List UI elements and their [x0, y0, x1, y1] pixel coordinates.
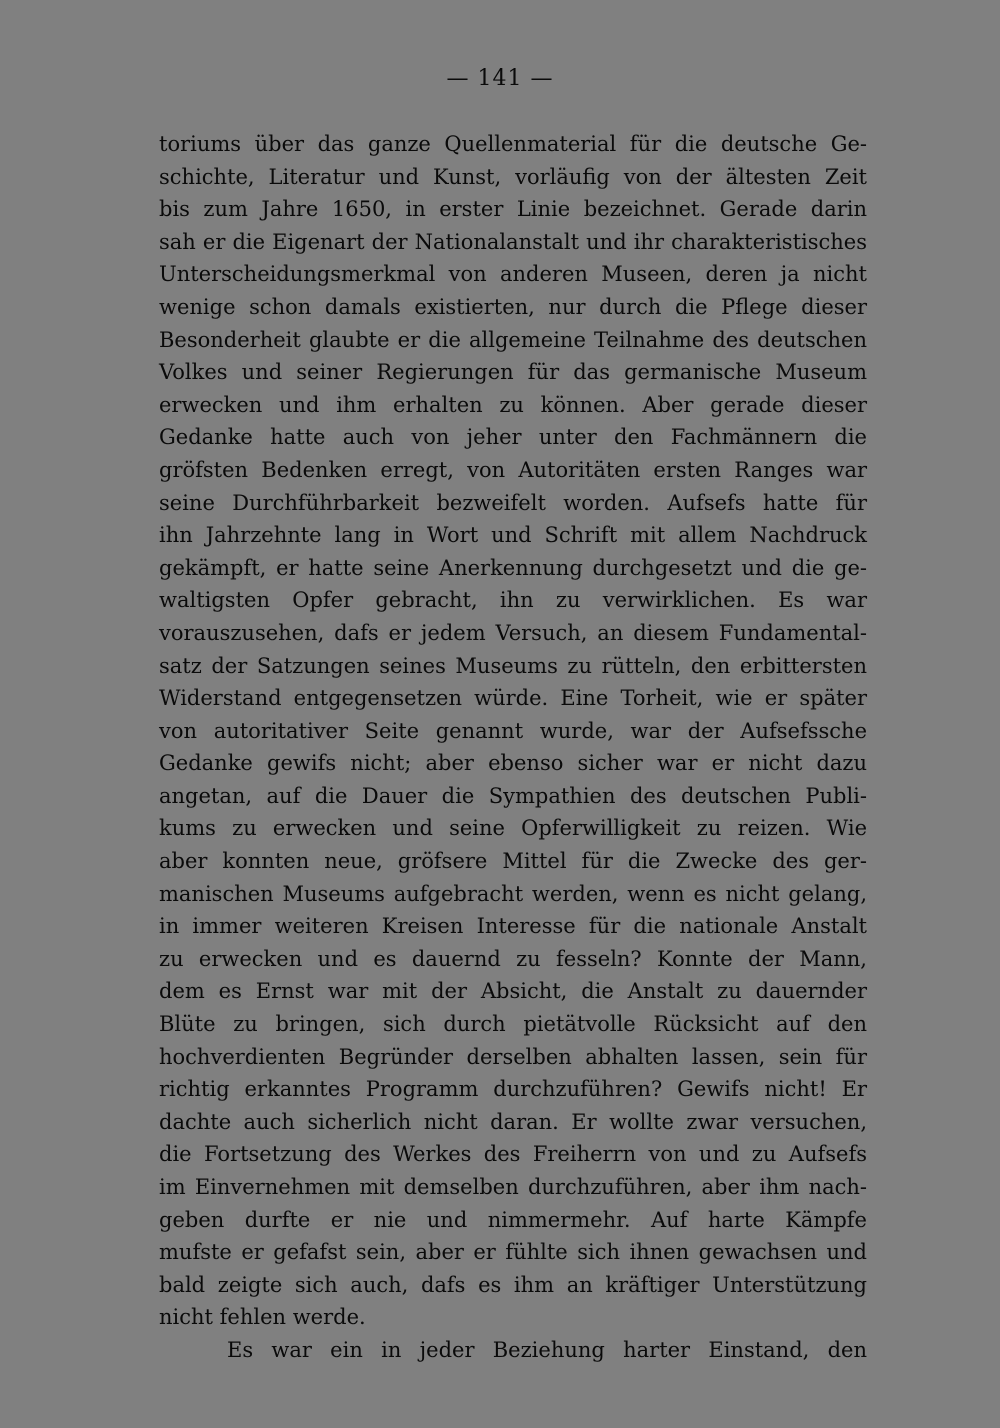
text-line-paragraph-start: Es war ein in jeder Beziehung harter Einstand, den: [227, 1337, 867, 1362]
text-line: ihn Jahrzehnte lang in Wort und Schrift mit allem Nachdruck: [159, 523, 867, 548]
text-line: gröfsten Bedenken erregt, von Autoritäten ersten Ranges war: [159, 457, 867, 482]
text-line: waltigsten Opfer gebracht, ihn zu verwirklichen. Es war: [159, 588, 867, 613]
text-line: seine Durchführbarkeit bezweifelt worden. Aufsefs hatte für: [159, 490, 867, 515]
page-number: — 141 —: [446, 66, 554, 91]
text-line: bis zum Jahre 1650, in erster Linie bezeichnet. Gerade darin: [159, 197, 867, 222]
text-line: toriums über das ganze Quellenmaterial für die deutsche Ge-: [159, 132, 867, 156]
text-line: Besonderheit glaubte er die allgemeine Teilnahme des deutschen: [159, 327, 867, 352]
text-line: gekämpft, er hatte seine Anerkennung durchgesetzt und die ge-: [159, 555, 867, 580]
text-line: richtig erkanntes Programm durchzuführen? Gewifs nicht! Er: [159, 1077, 867, 1102]
text-line: satz der Satzungen seines Museums zu rütteln, den erbittersten: [159, 653, 867, 678]
text-line: angetan, auf die Dauer die Sympathien des deutschen Publi-: [159, 783, 867, 808]
text-line: erwecken und ihm erhalten zu können. Aber gerade dieser: [159, 392, 867, 417]
text-line: schichte, Literatur und Kunst, vorläufig von der ältesten Zeit: [159, 164, 867, 189]
text-line: dachte auch sicherlich nicht daran. Er wollte zwar versuchen,: [159, 1109, 867, 1134]
text-line: mufste er gefafst sein, aber er fühlte sich ihnen gewachsen und: [159, 1240, 867, 1265]
text-line: die Fortsetzung des Werkes des Freiherrn von und zu Aufsefs: [159, 1142, 867, 1167]
body-text: [159, 128, 867, 1367]
text-line: aber konnten neue, gröfsere Mittel für die Zwecke des ger-: [159, 849, 867, 874]
text-line: kums zu erwecken und seine Opferwilligkeit zu reizen. Wie: [159, 816, 867, 841]
text-line: im Einvernehmen mit demselben durchzuführen, aber ihm nach-: [159, 1175, 867, 1199]
text-line: in immer weiteren Kreisen Interesse für die nationale Anstalt: [159, 914, 867, 939]
text-line: hochverdienten Begründer derselben abhalten lassen, sein für: [159, 1044, 867, 1069]
text-line: dem es Ernst war mit der Absicht, die Anstalt zu dauernder: [159, 979, 867, 1004]
text-line: Volkes und seiner Regierungen für das germanische Museum: [159, 360, 867, 385]
text-line: vorauszusehen, dafs er jedem Versuch, an diesem Fundamental-: [159, 620, 867, 645]
text-line: wenige schon damals existierten, nur durch die Pflege dieser: [159, 294, 867, 319]
text-line: von autoritativer Seite genannt wurde, war der Aufsefssche: [159, 718, 867, 743]
text-line: Widerstand entgegensetzen würde. Eine Torheit, wie er später: [159, 686, 867, 711]
text-line: bald zeigte sich auch, dafs es ihm an kräftiger Unterstützung: [159, 1272, 867, 1297]
text-line-paragraph-end: nicht fehlen werde.: [159, 1305, 366, 1330]
text-line: Unterscheidungsmerkmal von anderen Museen, deren ja nicht: [159, 262, 867, 287]
text-line: Gedanke gewifs nicht; aber ebenso sicher war er nicht dazu: [159, 751, 867, 776]
text-line: sah er die Eigenart der Nationalanstalt und ihr charakteristisches: [159, 229, 867, 254]
text-line: manischen Museums aufgebracht werden, wenn es nicht gelang,: [159, 881, 867, 906]
text-line: Gedanke hatte auch von jeher unter den Fachmännern die: [159, 425, 867, 450]
text-line: geben durfte er nie und nimmermehr. Auf harte Kämpfe: [159, 1207, 867, 1232]
text-line: zu erwecken und es dauernd zu fesseln? Konnte der Mann,: [159, 946, 867, 971]
text-line: Blüte zu bringen, sich durch pietätvolle Rücksicht auf den: [159, 1012, 867, 1037]
